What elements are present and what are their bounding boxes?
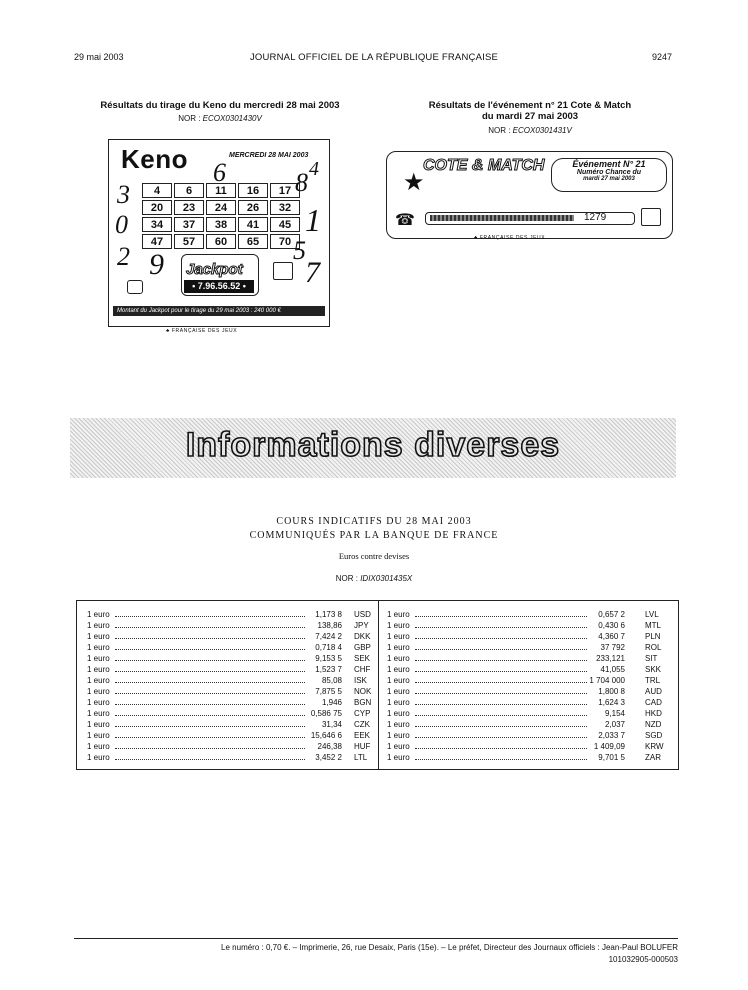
cote-match-brand-text: FRANÇAISE DES JEUX (479, 235, 546, 241)
rate-value: 2,037 (604, 720, 625, 729)
rate-row (87, 675, 372, 686)
rate-row (87, 730, 372, 741)
keno-side-digit: 2 (117, 242, 130, 271)
rate-row (387, 752, 672, 763)
currency-code: NOK (354, 687, 372, 696)
dot-leader (415, 682, 587, 683)
rate-row (87, 686, 372, 697)
rate-value: 1,523 7 (315, 665, 342, 674)
currency-code: LTL (354, 753, 368, 762)
tv-icon (641, 208, 661, 226)
currency-code: SIT (645, 654, 658, 663)
rate-row (387, 686, 672, 697)
dot-leader (115, 726, 305, 727)
rate-value: 7,424 2 (315, 632, 342, 641)
rate-row (387, 675, 672, 686)
dot-leader (115, 704, 305, 705)
currency-code: USD (354, 610, 371, 619)
cote-match-result-card (386, 151, 673, 239)
rate-row (387, 609, 672, 620)
rate-label: 1 euro (387, 654, 410, 663)
rate-value: 9,154 (604, 709, 625, 718)
dot-leader (415, 726, 587, 727)
keno-number-cell: 57 (174, 234, 204, 249)
jackpot-box (181, 254, 259, 296)
section-banner (70, 418, 676, 478)
keno-number-cell: 11 (206, 183, 236, 198)
rate-row (87, 653, 372, 664)
rates-nor-code: IDIX0301435X (360, 574, 413, 583)
cote-match-nor-label: NOR : (488, 126, 511, 135)
rates-nor-label: NOR : (335, 574, 358, 583)
dot-leader (115, 660, 305, 661)
keno-number-cell: 23 (174, 200, 204, 215)
rate-value: 3,452 2 (315, 753, 342, 762)
star-icon: ★ (403, 169, 425, 196)
clover-icon: ♣ (166, 328, 170, 334)
rate-row (87, 752, 372, 763)
keno-number-cell: 70 (270, 234, 300, 249)
rate-label: 1 euro (387, 632, 410, 641)
keno-number-cell: 4 (142, 183, 172, 198)
tv-icon (273, 262, 293, 280)
dot-leader (115, 616, 305, 617)
keno-number-cell: 37 (174, 217, 204, 232)
rate-value: 138,86 (317, 621, 342, 630)
rate-value: 1,173 8 (315, 610, 342, 619)
keno-side-digit: 8 (295, 168, 308, 197)
dot-leader (415, 671, 587, 672)
dot-leader (415, 660, 587, 661)
rates-subheading: Euros contre devises (338, 551, 410, 561)
rate-value: 37 792 (600, 643, 625, 652)
keno-number-cell: 24 (206, 200, 236, 215)
dot-leader (115, 682, 305, 683)
rate-value: 1,800 8 (598, 687, 625, 696)
rate-label: 1 euro (87, 621, 110, 630)
keno-number-cell: 41 (238, 217, 268, 232)
currency-code: HUF (354, 742, 371, 751)
dot-leader (415, 627, 587, 628)
clover-icon: ♣ (474, 235, 478, 241)
rate-row (87, 741, 372, 752)
rate-label: 1 euro (387, 709, 410, 718)
cote-match-logo: COTE & MATCH (423, 157, 545, 174)
header-journal-title: JOURNAL OFFICIEL DE LA RÉPUBLIQUE FRANÇAISE (249, 52, 499, 63)
keno-side-digit: 5 (293, 236, 306, 265)
rate-value: 85,08 (321, 676, 342, 685)
rate-value: 2,033 7 (598, 731, 625, 740)
rate-label: 1 euro (387, 687, 410, 696)
rate-value: 41,055 (600, 665, 625, 674)
rate-value: 0,430 6 (598, 621, 625, 630)
rates-nor (0, 574, 748, 583)
keno-number-cell: 47 (142, 234, 172, 249)
event-date: mardi 27 mai 2003 (583, 176, 635, 182)
dot-leader (115, 759, 305, 760)
rate-row (387, 708, 672, 719)
jackpot-number: • 7.96.56.52 • (184, 280, 254, 293)
rate-label: 1 euro (87, 709, 110, 718)
keno-number-cell: 38 (206, 217, 236, 232)
rate-row (87, 609, 372, 620)
header-page-number: 9247 (651, 52, 672, 62)
rate-row (87, 642, 372, 653)
footer-code: 101032905-000503 (608, 955, 678, 964)
rate-value: 1 704 000 (589, 676, 625, 685)
currency-code: ISK (354, 676, 367, 685)
keno-side-digit: 7 (305, 256, 320, 289)
footer-rule (74, 938, 678, 939)
keno-number-cell: 45 (270, 217, 300, 232)
keno-logo: Keno (121, 144, 188, 174)
keno-section-title: Résultats du tirage du Keno du mercredi 28 mai 2003 (100, 100, 340, 111)
currency-code: DKK (354, 632, 371, 641)
currency-code: CYP (354, 709, 371, 718)
rate-value: 233,121 (596, 654, 625, 663)
currency-code: CHF (354, 665, 371, 674)
rate-row (387, 653, 672, 664)
currency-code: CAD (645, 698, 662, 707)
keno-side-digit: 6 (213, 158, 226, 187)
keno-nor-label: NOR : (178, 114, 201, 123)
rate-row (87, 631, 372, 642)
keno-side-digit: 0 (115, 210, 128, 239)
section-banner-title: Informations diverses (185, 426, 561, 464)
rate-value: 246,38 (317, 742, 342, 751)
cote-match-title-line1: Résultats de l'événement n° 21 Cote & Match (428, 100, 632, 111)
rate-value: 0,718 4 (315, 643, 342, 652)
rate-row (87, 719, 372, 730)
keno-number-grid (142, 183, 302, 253)
keno-number-cell: 6 (174, 183, 204, 198)
rate-row (387, 719, 672, 730)
dot-leader (415, 748, 587, 749)
keno-number-cell: 20 (142, 200, 172, 215)
rate-value: 31,34 (321, 720, 342, 729)
currency-code: LVL (645, 610, 659, 619)
rate-value: 1,624 3 (598, 698, 625, 707)
dot-leader (415, 704, 587, 705)
rate-label: 1 euro (87, 731, 110, 740)
rate-label: 1 euro (387, 643, 410, 652)
currency-code: ZAR (645, 753, 661, 762)
rate-value: 9,153 5 (315, 654, 342, 663)
keno-nor (70, 114, 370, 123)
cote-match-title-line2: du mardi 27 mai 2003 (481, 111, 579, 122)
dot-leader (115, 627, 305, 628)
rate-label: 1 euro (87, 742, 110, 751)
rate-label: 1 euro (87, 676, 110, 685)
rate-row (387, 741, 672, 752)
rate-label: 1 euro (87, 665, 110, 674)
dot-leader (115, 649, 305, 650)
cote-match-brand (474, 235, 594, 241)
event-number: Événement N° 21 (572, 159, 646, 169)
rate-row (387, 631, 672, 642)
rate-label: 1 euro (387, 731, 410, 740)
dot-leader (415, 693, 587, 694)
rate-label: 1 euro (87, 753, 110, 762)
dot-leader (415, 737, 587, 738)
rate-row (387, 697, 672, 708)
rate-value: 0,657 2 (598, 610, 625, 619)
rate-label: 1 euro (87, 687, 110, 696)
keno-number-cell: 34 (142, 217, 172, 232)
currency-code: SEK (354, 654, 371, 663)
rate-row (87, 708, 372, 719)
rate-label: 1 euro (87, 643, 110, 652)
exchange-rates-table (76, 600, 679, 770)
rate-row (387, 730, 672, 741)
rate-label: 1 euro (387, 676, 410, 685)
currency-code: SGD (645, 731, 663, 740)
keno-nor-code: ECOX0301430V (202, 114, 262, 123)
rate-row (387, 642, 672, 653)
chance-number-bar (425, 212, 635, 225)
currency-code: KRW (645, 742, 664, 751)
rate-label: 1 euro (387, 742, 410, 751)
keno-brand-text: FRANÇAISE DES JEUX (171, 328, 238, 334)
keno-jackpot-amount-bar: Montant du Jackpot pour le tirage du 29 mai 2003 : 240 000 € (113, 306, 325, 316)
event-info-box (551, 158, 667, 192)
phone-icon (127, 280, 143, 294)
dot-leader (415, 638, 587, 639)
keno-card-date: MERCREDI 28 MAI 2003 (229, 152, 309, 159)
rate-value: 9,701 5 (598, 753, 625, 762)
currency-code: HKD (645, 709, 662, 718)
dot-leader (115, 671, 305, 672)
keno-number-cell: 16 (238, 183, 268, 198)
currency-code: ROL (645, 643, 662, 652)
rate-value: 1,946 (321, 698, 342, 707)
cote-match-nor-code: ECOX0301431V (512, 126, 572, 135)
cote-match-section-title (380, 100, 680, 122)
dot-leader (415, 616, 587, 617)
keno-brand (166, 328, 276, 334)
phone-icon: ☎ (395, 212, 415, 229)
dot-leader (115, 693, 305, 694)
rate-value: 0,586 75 (310, 709, 342, 718)
dot-leader (415, 649, 587, 650)
dot-leader (115, 748, 305, 749)
keno-side-digit: 4 (309, 158, 319, 180)
rate-row (87, 664, 372, 675)
rate-row (87, 620, 372, 631)
currency-code: AUD (645, 687, 662, 696)
currency-code: CZK (354, 720, 370, 729)
rate-row (387, 620, 672, 631)
keno-side-digit: 3 (117, 180, 130, 209)
chance-number: 1279 (584, 212, 607, 223)
rate-label: 1 euro (387, 621, 410, 630)
rates-column-left (87, 609, 372, 763)
dot-leader (415, 715, 587, 716)
rate-value: 1 409,09 (593, 742, 625, 751)
currency-code: MTL (645, 621, 661, 630)
currency-code: JPY (354, 621, 369, 630)
rates-heading-line2: COMMUNIQUÉS PAR LA BANQUE DE FRANCE (249, 530, 499, 541)
rate-label: 1 euro (387, 753, 410, 762)
currency-code: NZD (645, 720, 662, 729)
header-date: 29 mai 2003 (74, 52, 124, 62)
keno-side-digit: 9 (149, 248, 164, 281)
rate-label: 1 euro (387, 698, 410, 707)
currency-code: GBP (354, 643, 371, 652)
jackpot-logo: Jackpot (186, 261, 243, 278)
dot-leader (115, 715, 305, 716)
keno-number-cell: 17 (270, 183, 300, 198)
currency-code: TRL (645, 676, 661, 685)
rate-label: 1 euro (387, 720, 410, 729)
rate-label: 1 euro (387, 610, 410, 619)
keno-number-cell: 26 (238, 200, 268, 215)
chance-number-fill (430, 215, 574, 221)
dot-leader (415, 759, 587, 760)
rate-row (87, 697, 372, 708)
rate-label: 1 euro (387, 665, 410, 674)
rate-label: 1 euro (87, 610, 110, 619)
column-divider (378, 601, 379, 769)
currency-code: SKK (645, 665, 662, 674)
currency-code: EEK (354, 731, 371, 740)
keno-number-cell: 32 (270, 200, 300, 215)
footer-imprint: Le numéro : 0,70 €. – Imprimerie, 26, rue Desaix, Paris (15e). – Le préfet, Directeur des Journaux officiels : Jean-Paul BOLUFER (221, 943, 678, 952)
dot-leader (115, 638, 305, 639)
keno-result-card (108, 139, 330, 327)
rates-heading-line1: COURS INDICATIFS DU 28 MAI 2003 (276, 516, 472, 527)
keno-side-digit: 1 (305, 202, 321, 238)
rate-label: 1 euro (87, 720, 110, 729)
rate-value: 7,875 5 (315, 687, 342, 696)
rate-label: 1 euro (87, 654, 110, 663)
rate-value: 4,360 7 (598, 632, 625, 641)
keno-number-cell: 60 (206, 234, 236, 249)
rate-row (387, 664, 672, 675)
rates-column-right (387, 609, 672, 763)
rate-label: 1 euro (87, 698, 110, 707)
dot-leader (115, 737, 305, 738)
keno-number-cell: 65 (238, 234, 268, 249)
currency-code: PLN (645, 632, 661, 641)
rate-value: 15,646 6 (310, 731, 342, 740)
cote-match-nor (380, 126, 680, 135)
event-chance-label: Numéro Chance du (576, 169, 642, 176)
currency-code: BGN (354, 698, 372, 707)
rate-label: 1 euro (87, 632, 110, 641)
